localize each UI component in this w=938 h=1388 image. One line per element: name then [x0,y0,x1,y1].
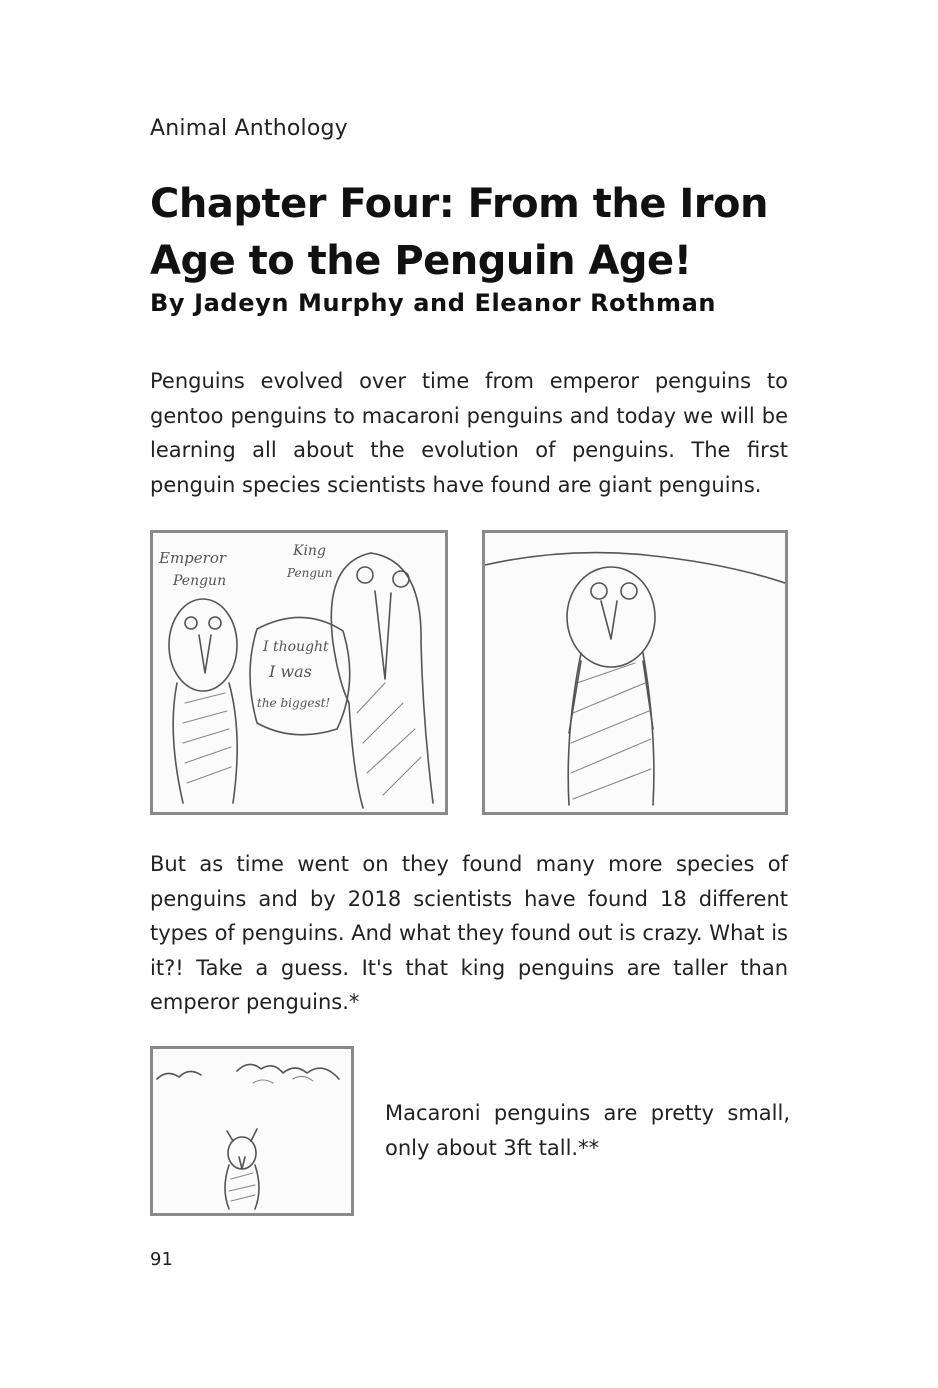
penguin-sketch [567,567,655,805]
drawing-macaroni-penguin [150,1046,354,1216]
running-head: Animal Anthology [150,116,348,141]
king-penguin-sketch [331,553,433,808]
page-number: 91 [150,1249,173,1270]
drawing-label-emperor: Emperor [159,549,227,567]
body-paragraph-3: Macaroni penguins are pretty small, only about 3ft tall.** [385,1101,790,1160]
drawing-single-penguin [482,530,788,815]
body-paragraph-1: Penguins evolved over time from emperor penguins to gentoo penguins to macaroni penguins and today we will be learning all about the evolution of penguins. The first penguin species scientists have found are giant penguins. [150,369,788,497]
body-paragraph-2: But as time went on they found many more species of penguins and by 2018 scientists have found 18 different types of penguins. And what they found out is crazy. What is it?! Take a guess. It's that king penguins are taller than emperor penguins.* [150,852,788,1014]
emperor-penguin-sketch [169,599,237,803]
drawing-emperor-and-king-penguin [150,530,448,815]
drawing-label-king: King [293,543,326,559]
speech-text-line-2: I was [269,662,312,681]
drawing-label-emperor-penguin: Pengun [173,573,227,589]
drawing-label-king-penguin: Pengun [287,566,333,580]
chapter-byline: By Jadeyn Murphy and Eleanor Rothman [150,289,717,317]
speech-text-line-3: the biggest! [257,696,331,710]
macaroni-penguin-sketch [225,1129,259,1209]
chapter-title: Chapter Four: From the Iron Age to the Penguin Age! [150,181,768,284]
speech-bubble [250,617,350,734]
speech-text-line-1: I thought [263,639,329,655]
